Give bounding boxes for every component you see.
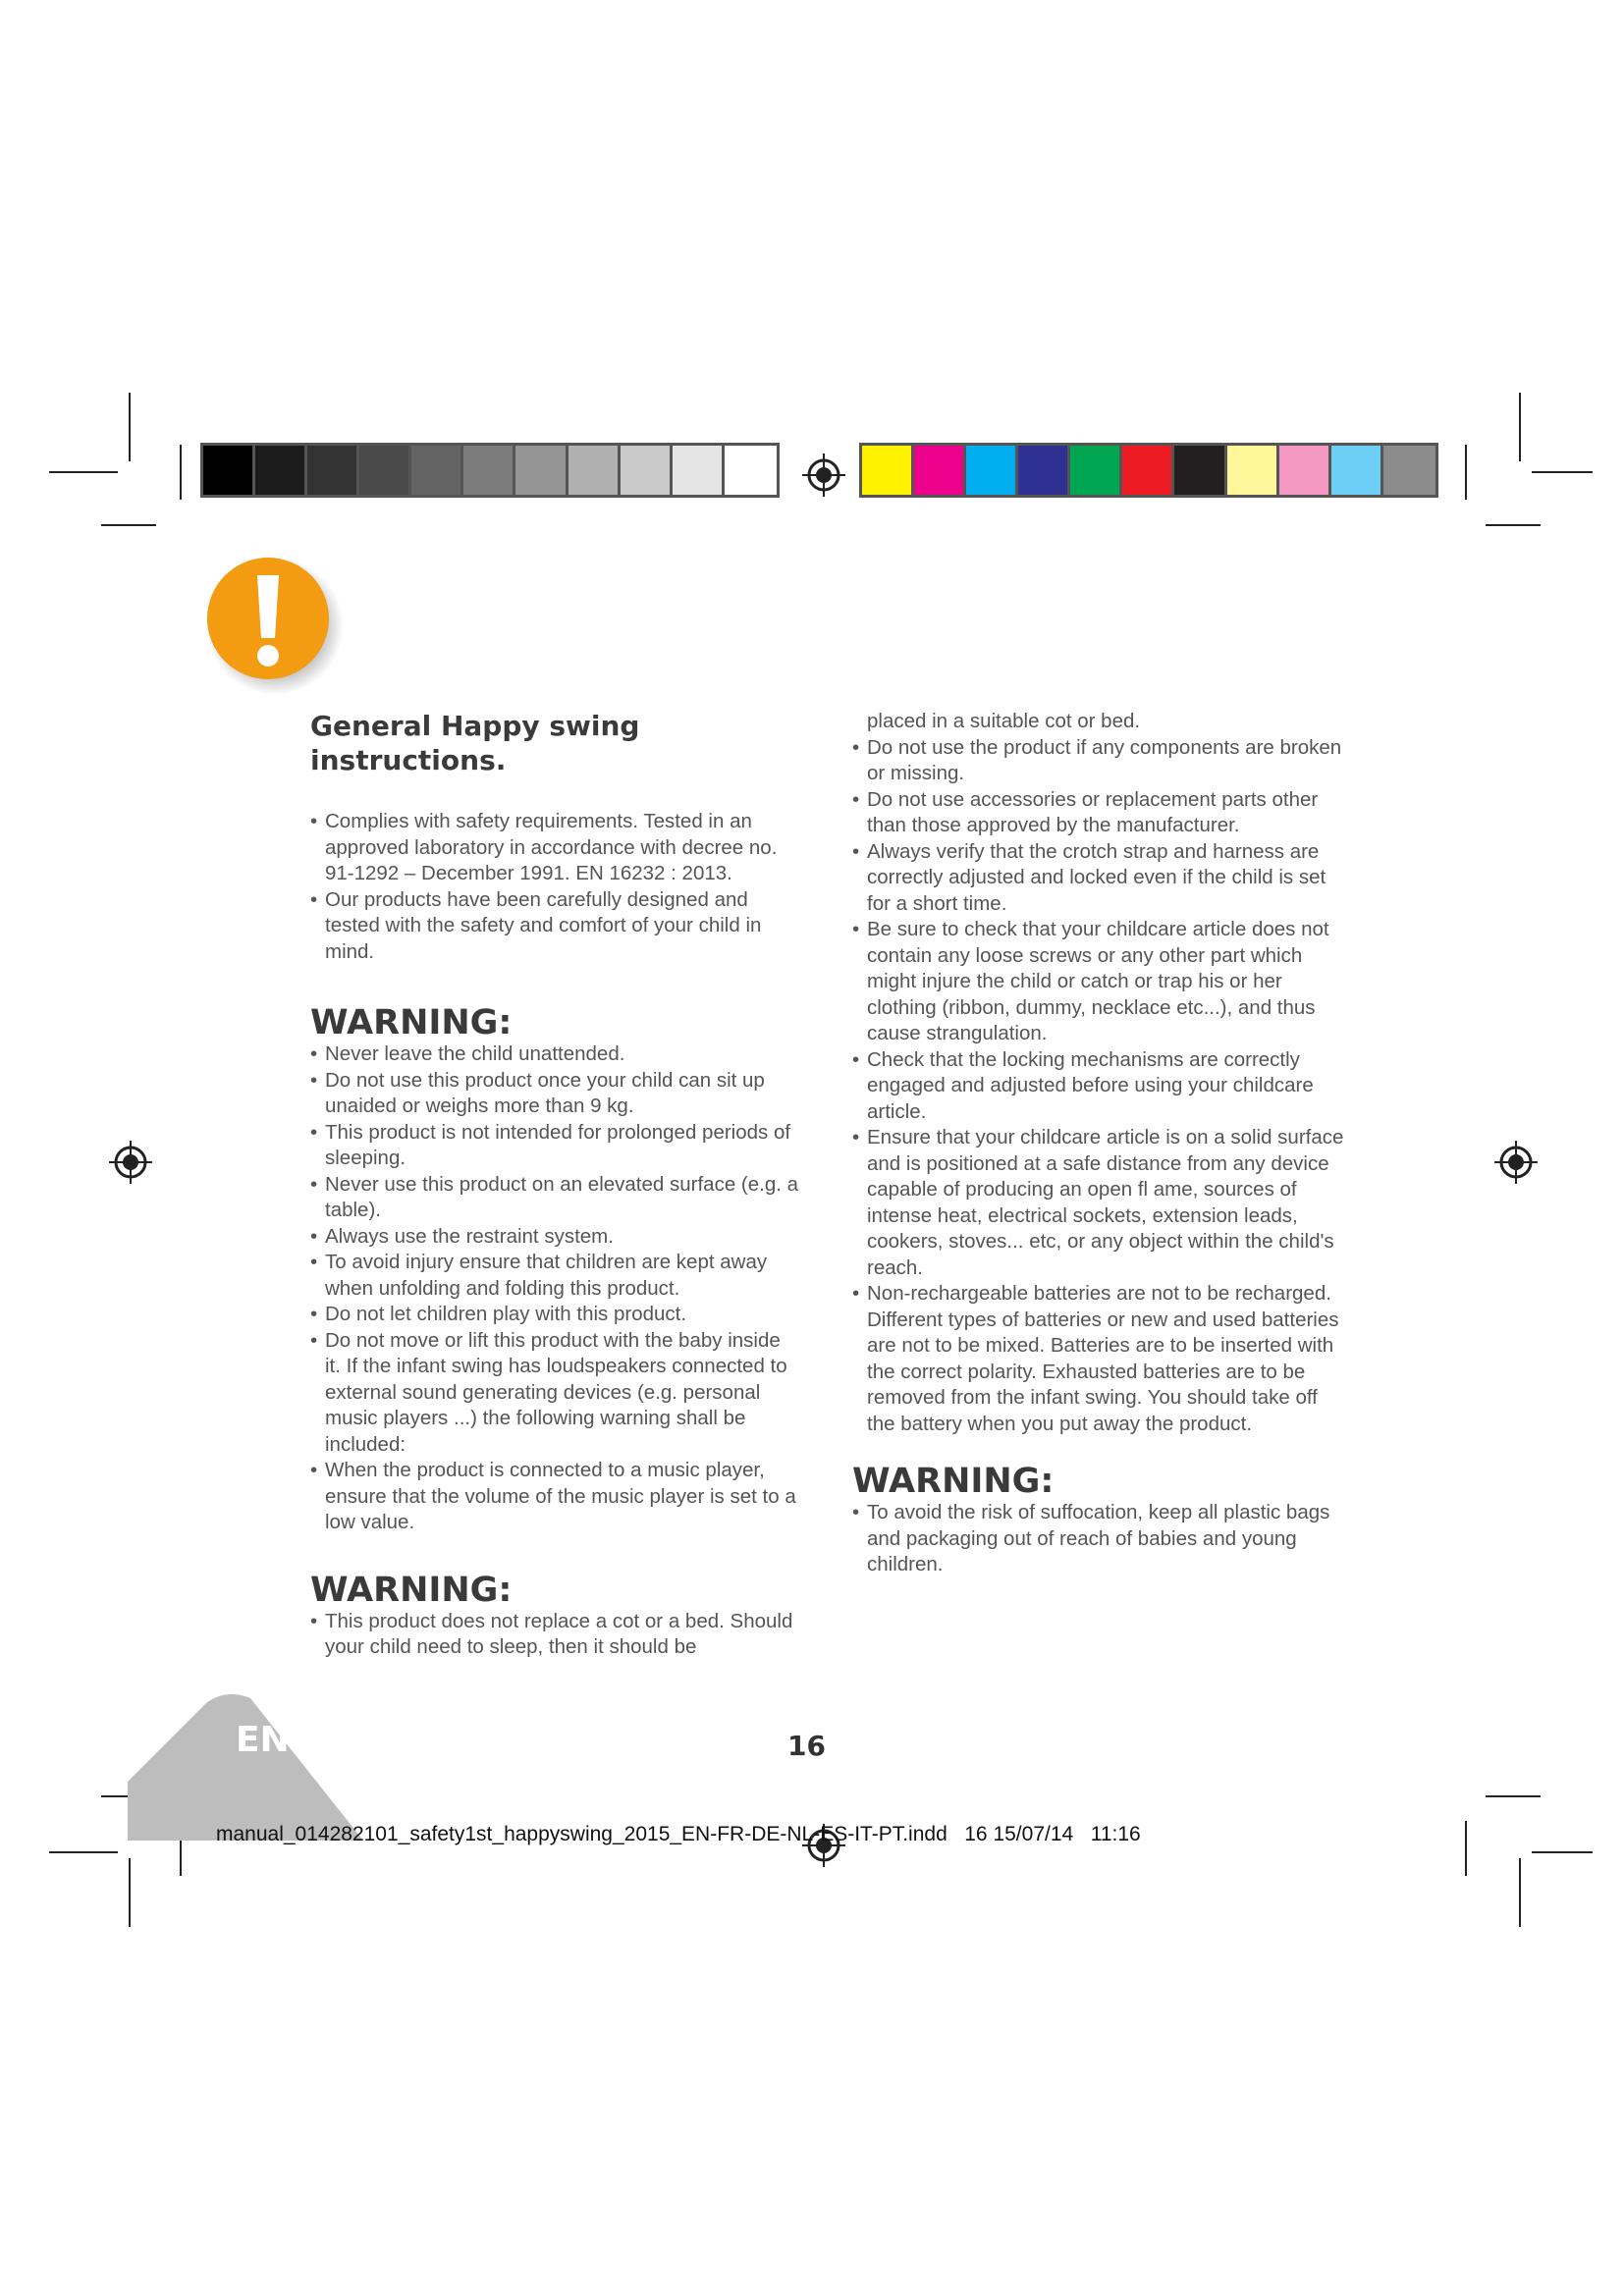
bullet-item: • This product does not replace a cot or a bed. Should your child need to sleep, then it should be bbox=[310, 1609, 801, 1661]
color-swatch bbox=[1331, 446, 1383, 495]
bullet-item: • When the product is connected to a music player, ensure that the volume of the music player is set to a low value. bbox=[310, 1458, 801, 1536]
bullet-item: • Never use this product on an elevated surface (e.g. a table). bbox=[310, 1172, 801, 1224]
bullet-item: • This product is not intended for prolonged periods of sleeping. bbox=[310, 1120, 801, 1172]
gray-swatch bbox=[463, 446, 515, 495]
language-label: EN bbox=[236, 1720, 290, 1760]
warning-heading: WARNING: bbox=[310, 1570, 513, 1610]
gray-swatch bbox=[411, 446, 463, 495]
warning-heading: WARNING: bbox=[852, 1462, 1055, 1501]
gray-swatch bbox=[673, 446, 725, 495]
continued-text: placed in a suitable cot or bed. bbox=[867, 710, 1141, 732]
crop-mark bbox=[129, 1858, 131, 1927]
bullet-item: • Always use the restraint system. bbox=[310, 1224, 801, 1251]
exclamation-warning-icon bbox=[196, 548, 344, 695]
color-swatch bbox=[966, 446, 1018, 495]
warning-list bbox=[310, 1041, 801, 1536]
registration-mark-icon bbox=[800, 452, 847, 499]
file-info-slug: manual_014282101_safety1st_happyswing_2015_EN-FR-DE-NL-ES-IT-PT.indd 16 15/07/14 11:16 bbox=[216, 1823, 1141, 1845]
crop-mark bbox=[1532, 1851, 1593, 1853]
bullet-item: • Our products have been carefully designed and tested with the safety and comfort of your child in mind. bbox=[310, 887, 801, 966]
color-swatch bbox=[1383, 446, 1435, 495]
color-swatch bbox=[1018, 446, 1070, 495]
gray-swatch bbox=[255, 446, 307, 495]
bullet-item: • Ensure that your childcare article is on a solid surface and is positioned at a safe distance from any device capable of producing an open fl ame, sources of intense heat, electrical sockets, extension leads, cookers, stoves... etc, or any object within the child's reach. bbox=[852, 1125, 1348, 1281]
warning-list bbox=[852, 1500, 1348, 1578]
bullet-item: • Always verify that the crotch strap and harness are correctly adjusted and locked even if the child is set for a short time. bbox=[852, 839, 1348, 918]
left-column bbox=[310, 709, 801, 1661]
warning-list bbox=[310, 1609, 801, 1661]
warning-list bbox=[852, 735, 1348, 1438]
crop-mark bbox=[180, 445, 182, 500]
registration-mark-icon bbox=[107, 1139, 154, 1186]
crop-mark bbox=[101, 524, 156, 526]
crop-mark bbox=[129, 393, 131, 461]
gray-swatch bbox=[568, 446, 621, 495]
crop-mark bbox=[1465, 445, 1467, 500]
bullet-item: • Never leave the child unattended. bbox=[310, 1041, 801, 1068]
crop-mark bbox=[1486, 1795, 1541, 1797]
bullet-item: • Check that the locking mechanisms are correctly engaged and adjusted before using your childcare article. bbox=[852, 1047, 1348, 1126]
crop-mark bbox=[1519, 393, 1521, 461]
crop-mark bbox=[1486, 524, 1541, 526]
page-title: General Happy swing instructions. bbox=[310, 710, 640, 776]
color-swatch bbox=[862, 446, 914, 495]
bullet-item: • Do not use the product if any components are broken or missing. bbox=[852, 735, 1348, 787]
crop-mark bbox=[1519, 1858, 1521, 1927]
color-swatch bbox=[1227, 446, 1279, 495]
gray-swatch bbox=[307, 446, 359, 495]
color-swatch bbox=[1122, 446, 1174, 495]
crop-mark bbox=[1465, 1821, 1467, 1876]
gray-swatch bbox=[621, 446, 673, 495]
gray-swatch bbox=[203, 446, 255, 495]
crop-mark bbox=[1532, 471, 1593, 473]
bullet-item: • Do not use this product once your child can sit up unaided or weighs more than 9 kg. bbox=[310, 1068, 801, 1120]
registration-mark-icon bbox=[1492, 1139, 1540, 1186]
crop-mark bbox=[49, 471, 118, 473]
bullet-item: • Complies with safety requirements. Tested in an approved laboratory in accordance with decree no. 91-1292 – December 1991. EN 16232 : 2013. bbox=[310, 809, 801, 887]
intro-list bbox=[310, 809, 801, 965]
gray-swatch bbox=[725, 446, 777, 495]
bullet-item: • Do not use accessories or replacement parts other than those approved by the manufacturer. bbox=[852, 787, 1348, 839]
bullet-item: • To avoid injury ensure that children are kept away when unfolding and folding this product. bbox=[310, 1250, 801, 1302]
gray-swatch bbox=[359, 446, 411, 495]
bullet-item: • Non-rechargeable batteries are not to be recharged. Different types of batteries or new and used batteries are not to be mixed. Batteries are to be inserted with the correct polarity. Exhausted batteries are to be removed from the infant swing. You should take off the battery when you put away the product. bbox=[852, 1281, 1348, 1437]
page-number: 16 bbox=[787, 1730, 826, 1762]
bullet-item: • Do not let children play with this product. bbox=[310, 1302, 801, 1328]
color-swatch bbox=[1070, 446, 1122, 495]
color-swatch bbox=[1174, 446, 1226, 495]
bullet-item: • Be sure to check that your childcare article does not contain any loose screws or any other part which might injure the child or catch or trap his or her clothing (ribbon, dummy, necklace etc...), and thus cause strangulation. bbox=[852, 917, 1348, 1047]
language-tab bbox=[118, 1683, 373, 1841]
right-column bbox=[852, 709, 1348, 1578]
crop-mark bbox=[49, 1851, 118, 1853]
color-swatch bbox=[1279, 446, 1331, 495]
process-color-bar bbox=[859, 443, 1438, 498]
gray-swatch bbox=[515, 446, 568, 495]
bullet-item: • To avoid the risk of suffocation, keep all plastic bags and packaging out of reach of babies and young children. bbox=[852, 1500, 1348, 1578]
grayscale-color-bar bbox=[200, 443, 780, 498]
bullet-item: • Do not move or lift this product with the baby inside it. If the infant swing has loudspeakers connected to external sound generating devices (e.g. personal music players ...) the following warning shall be included: bbox=[310, 1328, 801, 1459]
warning-heading: WARNING: bbox=[310, 1003, 513, 1042]
color-swatch bbox=[914, 446, 966, 495]
